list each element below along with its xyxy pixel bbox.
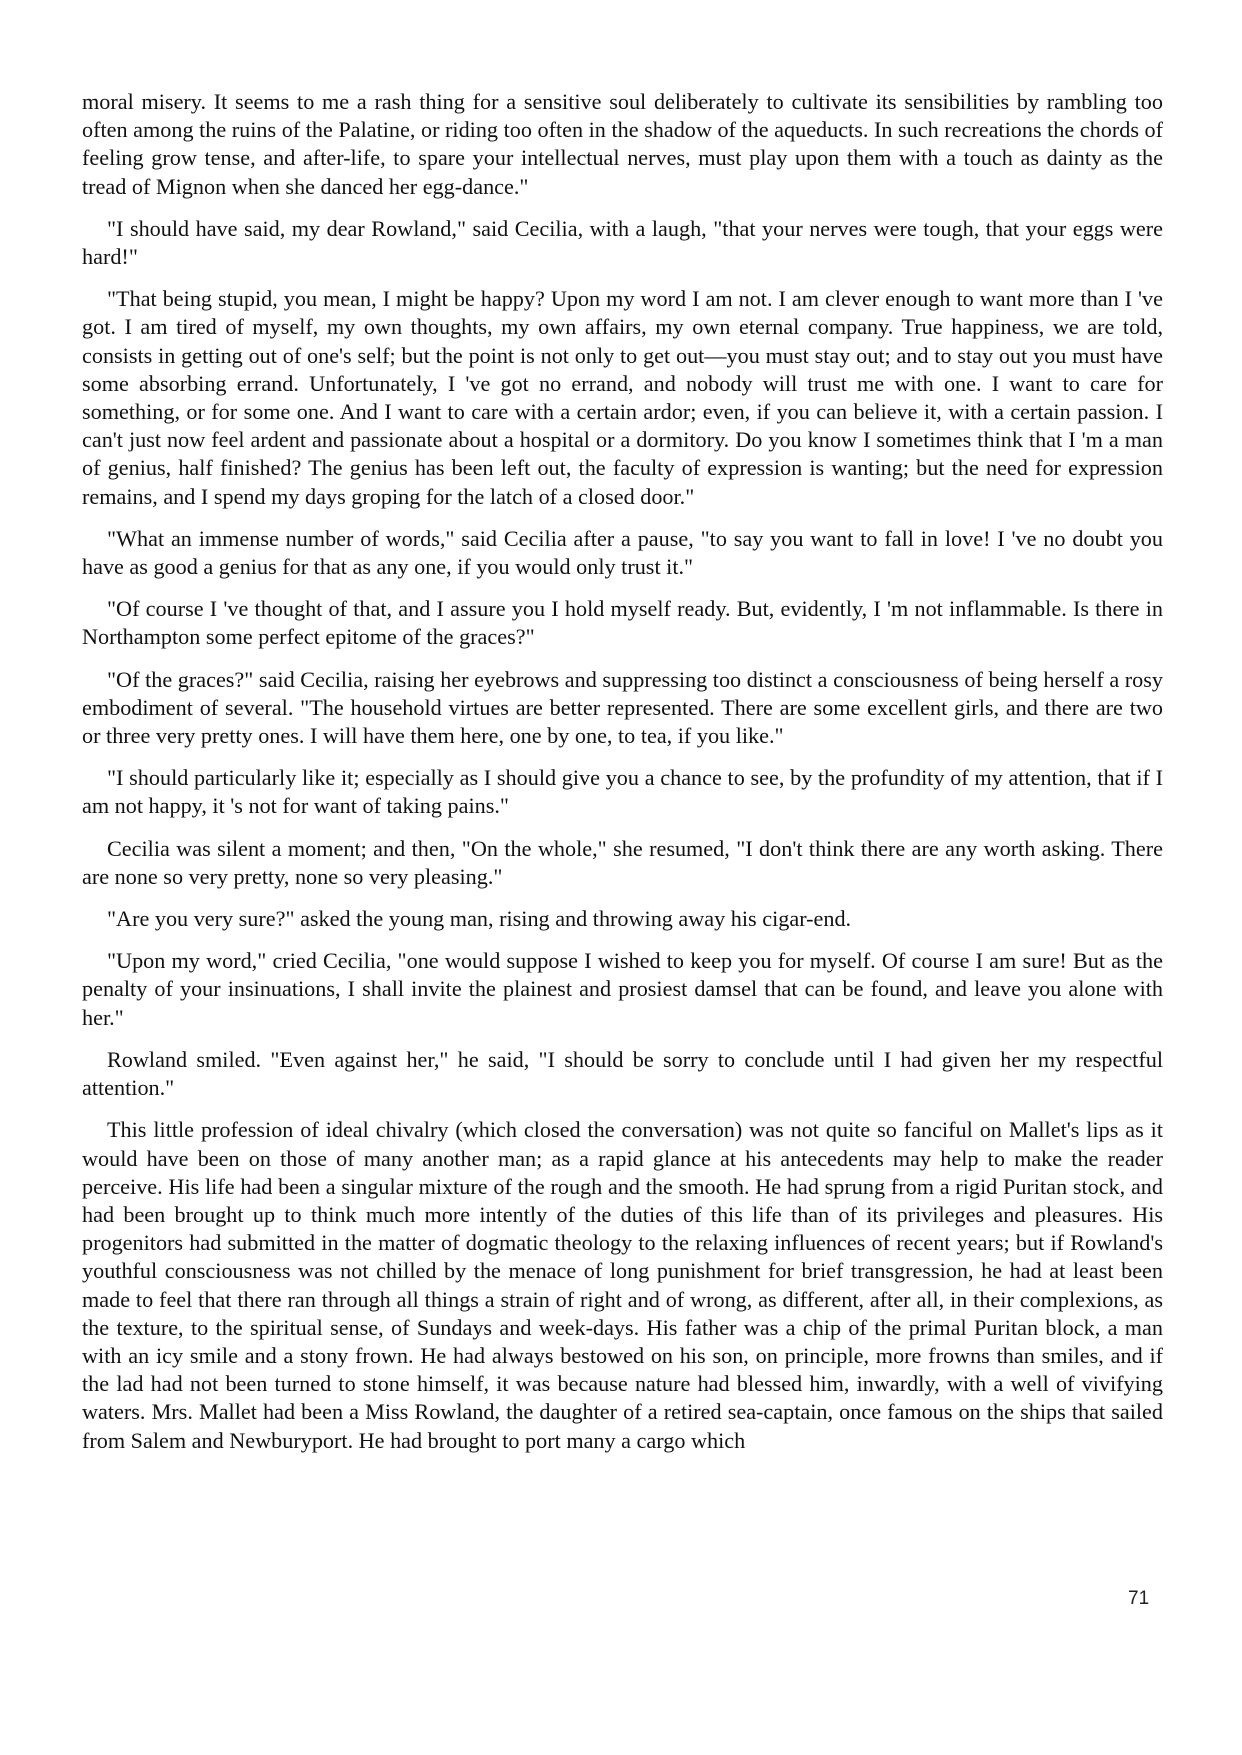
page-number: 71	[1128, 1588, 1150, 1609]
paragraph: "That being stupid, you mean, I might be happy? Upon my word I am not. I am clever enough to want more than I 've got. I am tired of myself, my own thoughts, my own affairs, my own eternal company. True happiness, we are told, consists in getting out of one's self; but the point is not only to get out—you must stay out; and to stay out you must have some absorbing errand. Unfortunately, I 've got no errand, and nobody will trust me with one. I want to care for something, or for some one. And I want to care with a certain ardor; even, if you can believe it, with a certain passion. I can't just now feel ardent and passionate about a hospital or a dormitory. Do you know I sometimes think that I 'm a man of genius, half finished? The genius has been left out, the faculty of expression is wanting; but the need for expression remains, and I spend my days groping for the latch of a closed door."	[82, 286, 1163, 509]
paragraph: "I should have said, my dear Rowland," said Cecilia, with a laugh, "that your nerves were tough, that your eggs were hard!"	[82, 215, 1163, 270]
paragraph: "Are you very sure?" asked the young man, rising and throwing away his cigar-end.	[107, 906, 852, 932]
paragraph: "Upon my word," cried Cecilia, "one would suppose I wished to keep you for myself. Of course I am sure! But as the penalty of your insinuations, I shall invite the plainest and prosiest damsel that can be found, and leave you alone with her."	[82, 948, 1163, 1030]
paragraph: "I should particularly like it; especially as I should give you a chance to see, by the profundity of my attention, that if I am not happy, it 's not for want of taking pains."	[82, 765, 1163, 819]
page-text-body	[82, 88, 1163, 1469]
paragraph: Rowland smiled. "Even against her," he said, "I should be sorry to conclude until I had given her my respectful attention."	[82, 1046, 1163, 1101]
paragraph: moral misery. It seems to me a rash thing for a sensitive soul deliberately to cultivate its sensibilities by rambling too often among the ruins of the Palatine, or riding too often in the shadow of the aqueducts. In such recreations the chords of feeling grow tense, and after-life, to spare your intellectual nerves, must play upon them with a touch as dainty as the tread of Mignon when she danced her egg-dance."	[82, 89, 1163, 199]
paragraph: "Of the graces?" said Cecilia, raising her eyebrows and suppressing too distinct a consciousness of being herself a rosy embodiment of several. "The household virtues are better represented. There are some excellent girls, and there are two or three very pretty ones. I will have them here, one by one, to tea, if you like."	[82, 666, 1163, 749]
paragraph: "Of course I 've thought of that, and I assure you I hold myself ready. But, evidently, I 'm not inflammable. Is there in Northampton some perfect epitome of the graces?"	[82, 596, 1163, 650]
paragraph: Cecilia was silent a moment; and then, "On the whole," she resumed, "I don't think there are any worth asking. There are none so very pretty, none so very pleasing."	[82, 835, 1163, 889]
paragraph: "What an immense number of words," said Cecilia after a pause, "to say you want to fall in love! I 've no doubt you have as good a genius for that as any one, if you would only trust it."	[82, 525, 1163, 580]
paragraph: This little profession of ideal chivalry (which closed the conversation) was not quite so fanciful on Mallet's lips as it would have been on those of many another man; as a rapid glance at his antecedents may help to make the reader perceive. His life had been a singular mixture of the rough and the smooth. He had sprung from a rigid Puritan stock, and had been brought up to think much more intently of the duties of this life than of its privileges and pleasures. His progenitors had submitted in the matter of dogmatic theology to the relaxing influences of recent years; but if Rowland's youthful consciousness was not chilled by the menace of long punishment for brief transgression, he had at least been made to feel that there ran through all things a strain of right and of wrong, as different, after all, in their complexions, as the texture, to the spiritual sense, of Sundays and week-days. His father was a chip of the primal Puritan block, a man with an icy smile and a stony frown. He had always bestowed on his son, on principle, more frowns than smiles, and if the lad had not been turned to stone himself, it was because nature had blessed him, inwardly, with a well of vivifying waters. Mrs. Mallet had been a Miss Rowland, the daughter of a retired sea-captain, once famous on the ships that sailed from Salem and Newburyport. He had brought to port many a cargo which	[82, 1117, 1163, 1453]
